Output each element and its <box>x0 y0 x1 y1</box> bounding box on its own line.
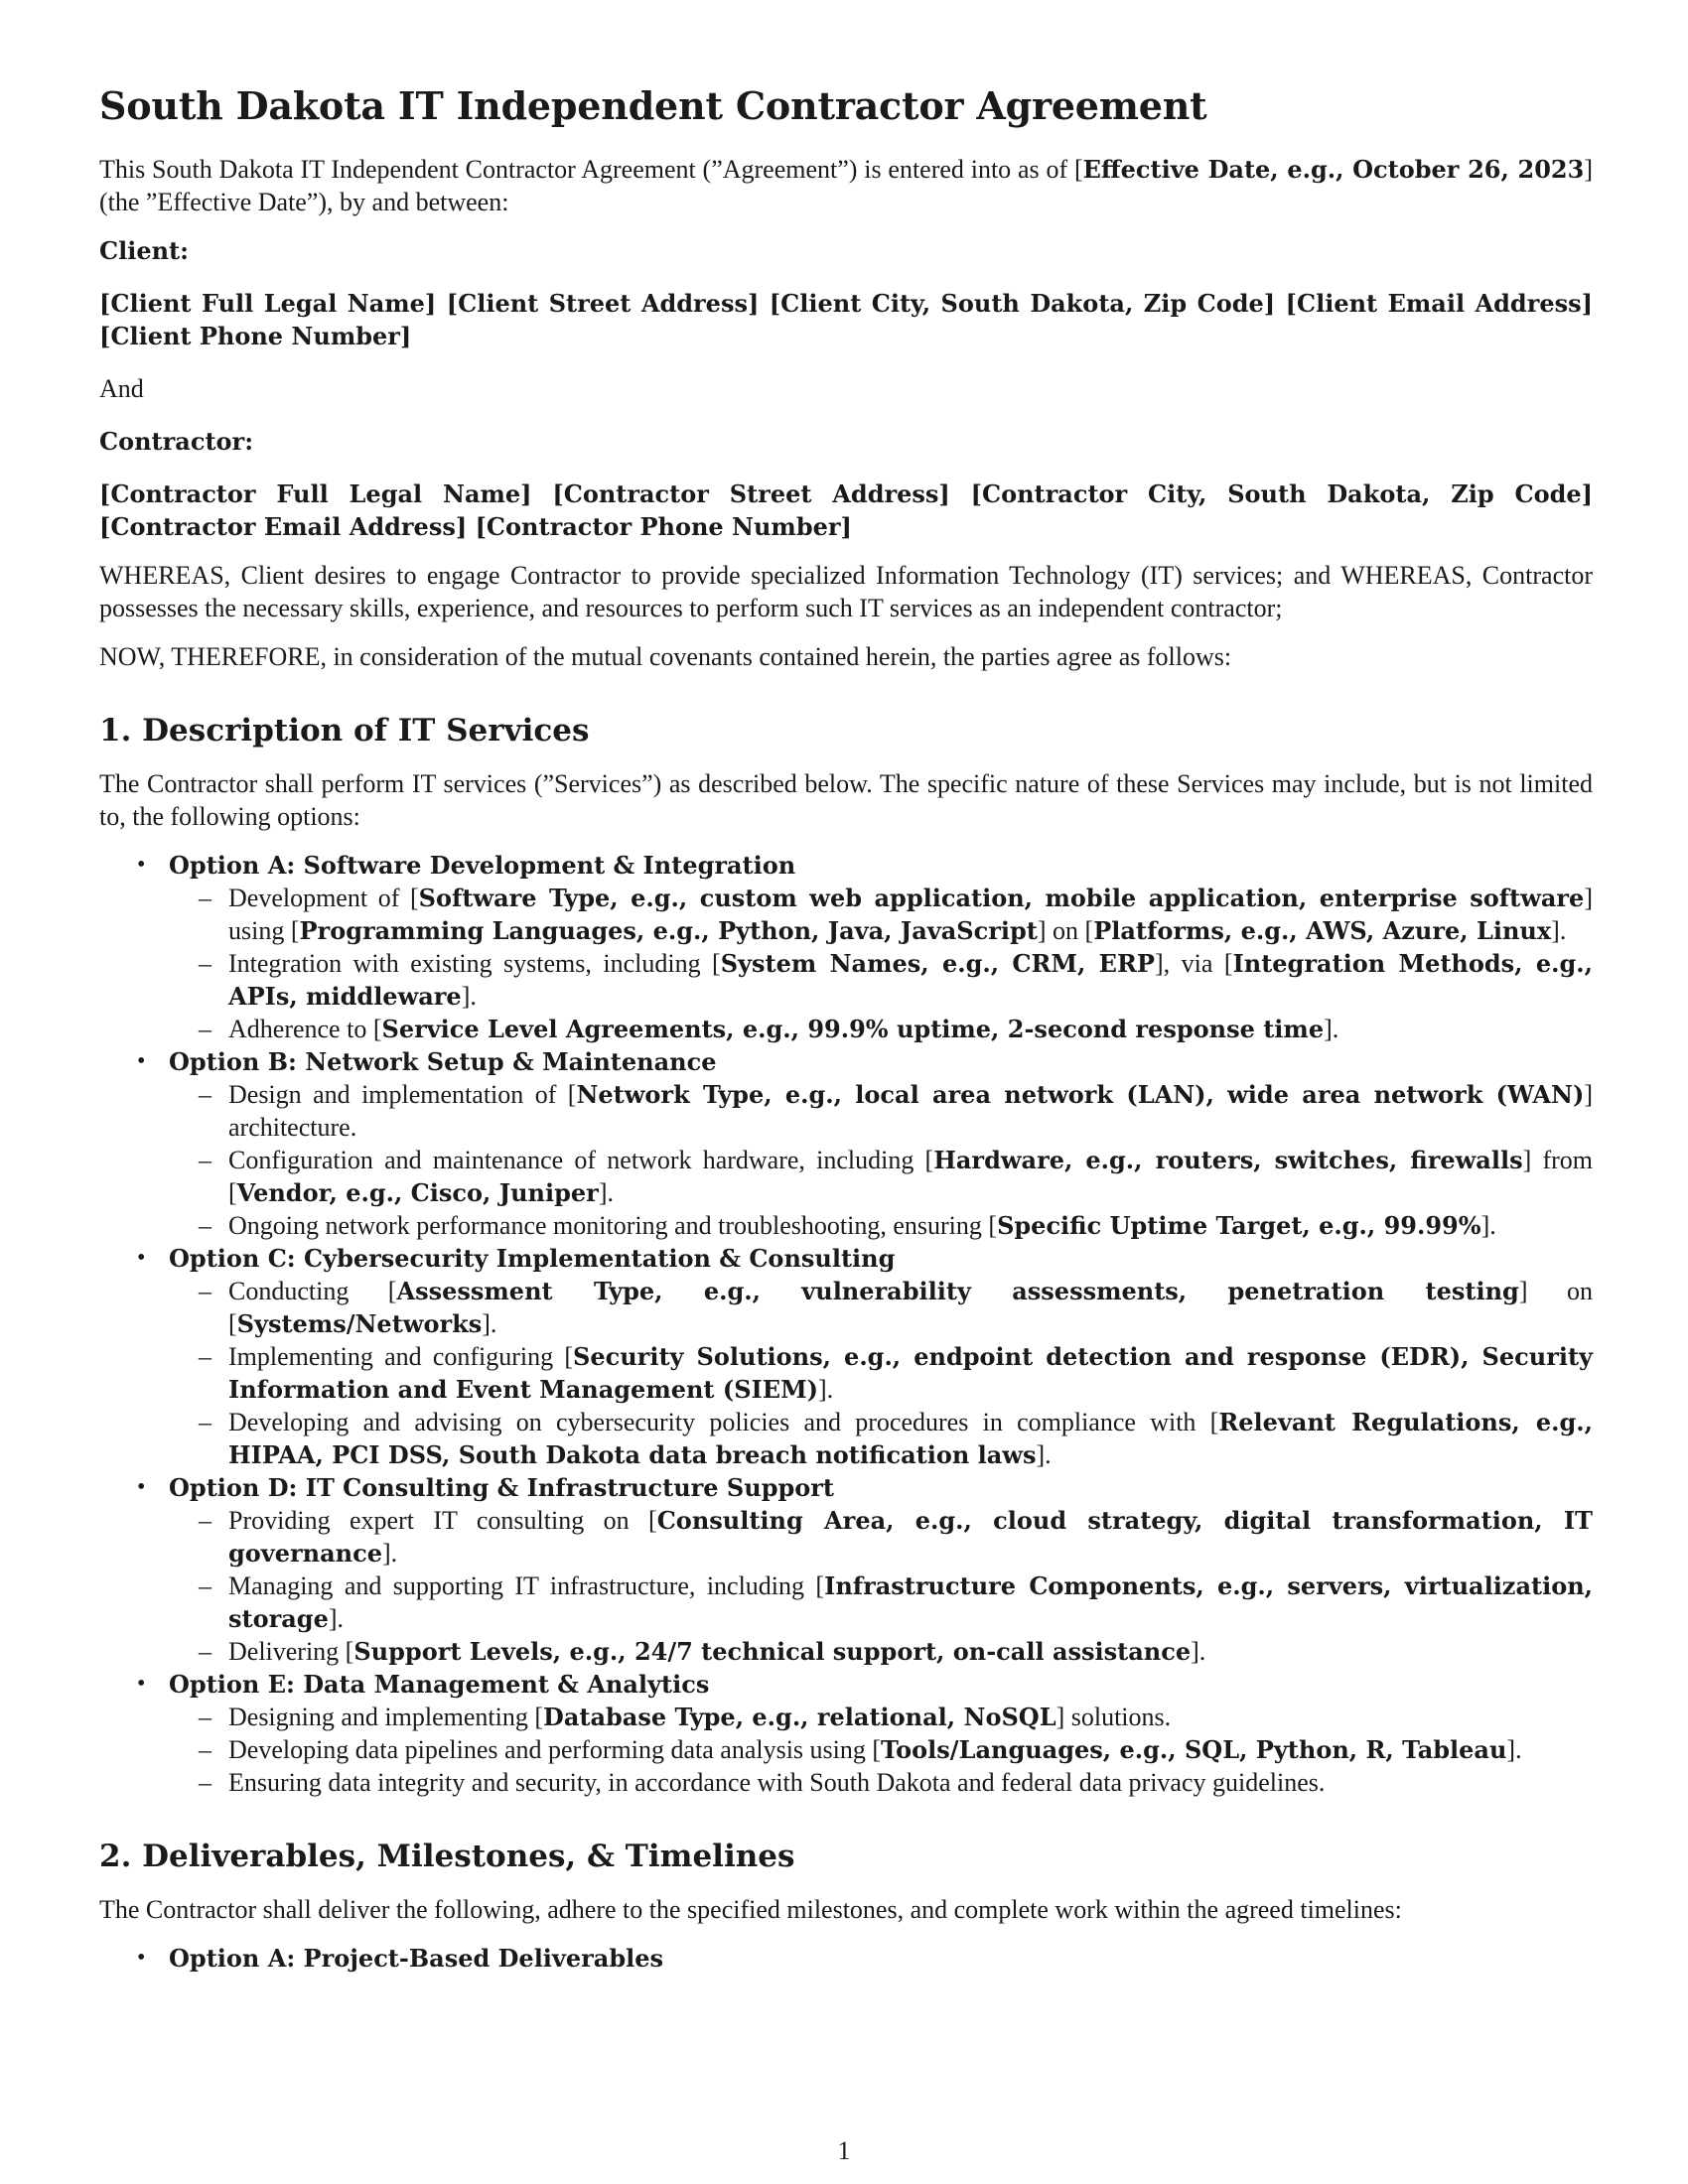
sub-item-text: ] architecture. <box>228 1079 1593 1142</box>
client-details-text: [Client Full Legal Name] [Client Street Address] [Client City, South Dakota, Zip Code] [Client Email Address] [Client Phone Number] <box>99 288 1593 350</box>
option-sub-item <box>169 1275 1593 1340</box>
placeholder-field: Hardware, e.g., routers, switches, firewalls <box>933 1145 1523 1174</box>
option-item <box>99 1668 1593 1799</box>
section-1-intro: The Contractor shall perform IT services (”Services”) as described below. The specific nature of these Services may include, but is not limited to, the following options: <box>99 768 1593 831</box>
option-sub-item <box>169 882 1593 947</box>
placeholder-field: Service Level Agreements, e.g., 99.9% uptime, 2-second response time <box>381 1014 1325 1043</box>
sub-item-text: ] using [ <box>228 883 1593 945</box>
option-item <box>99 1471 1593 1668</box>
sub-item-text: Conducting [ <box>228 1276 397 1305</box>
sub-item-text: ]. <box>818 1374 834 1404</box>
section-2-intro: The Contractor shall deliver the following, adhere to the specified milestones, and complete work within the agreed timelines: <box>99 1894 1402 1924</box>
option-sub-item <box>169 1504 1593 1570</box>
contractor-label: Contractor: <box>99 426 254 456</box>
sub-item-text: ] from [ <box>228 1145 1594 1207</box>
section-1-heading: 1. Description of IT Services <box>99 712 590 749</box>
option-sub-item <box>169 1766 1593 1799</box>
contractor-details-text: [Contractor Full Legal Name] [Contractor Street Address] [Contractor City, South Dakota, Zip Code] [Contractor Email Address] [Contractor Phone Number] <box>99 478 1593 541</box>
sub-item-text: ]. <box>1506 1734 1522 1764</box>
sub-item-text: ]. <box>461 981 477 1011</box>
placeholder-field: Software Type, e.g., custom web application, mobile application, enterprise software <box>418 883 1585 912</box>
intro-paragraph <box>99 153 1593 218</box>
sub-item-text: Providing expert IT consulting on [ <box>228 1505 657 1535</box>
option-title: Option C: Cybersecurity Implementation & Consulting <box>169 1243 896 1273</box>
sub-item-text: ]. <box>1324 1014 1339 1043</box>
option-sub-item <box>169 1701 1593 1733</box>
placeholder-field: System Names, e.g., CRM, ERP <box>720 948 1155 978</box>
option-sub-item <box>169 947 1593 1013</box>
sub-item-text: ]. <box>1036 1439 1052 1469</box>
sub-item-text: ]. <box>1551 915 1567 945</box>
document-page <box>99 83 1593 1975</box>
sub-item-text: Design and implementation of [ <box>228 1079 577 1109</box>
sub-item-text: Designing and implementing [ <box>228 1702 544 1731</box>
placeholder-field: Infrastructure Components, e.g., servers, virtualization, storage <box>228 1570 1594 1633</box>
section-2-heading: 2. Deliverables, Milestones, & Timelines <box>99 1838 795 1874</box>
option-sub-item <box>169 1013 1593 1045</box>
document-title: South Dakota IT Independent Contractor Agreement <box>99 83 1207 128</box>
option-sub-list <box>169 882 1593 1045</box>
sub-item-text: Ongoing network performance monitoring and troubleshooting, ensuring [ <box>228 1210 998 1240</box>
option-sub-item <box>169 1570 1593 1635</box>
sub-item-text: Delivering [ <box>228 1636 354 1666</box>
sub-item-text: ] on [ <box>1037 915 1094 945</box>
option-title: Option D: IT Consulting & Infrastructure Support <box>169 1472 835 1502</box>
client-details <box>99 287 1593 352</box>
option-item <box>99 849 1593 1045</box>
option-title: Option A: Software Development & Integration <box>169 850 796 880</box>
sub-item-text: ]. <box>381 1538 398 1568</box>
option-title: Option E: Data Management & Analytics <box>169 1669 710 1699</box>
sub-item-text: Implementing and configuring [ <box>228 1341 574 1371</box>
option-item <box>99 1045 1593 1242</box>
sub-item-text: Development of [ <box>228 883 419 912</box>
and-text: And <box>99 373 144 403</box>
page-number: 1 <box>837 2136 851 2165</box>
services-option-list <box>99 849 1593 1799</box>
sub-item-text: Managing and supporting IT infrastructure, including [ <box>228 1570 825 1600</box>
placeholder-field: Platforms, e.g., AWS, Azure, Linux <box>1093 915 1552 945</box>
placeholder-field: Security Solutions, e.g., endpoint detection and response (EDR), Security Information and Event Management (SIEM) <box>228 1341 1594 1404</box>
deliverables-option-list <box>99 1942 1593 1975</box>
sub-item-text: ], via [ <box>1154 948 1233 978</box>
placeholder-field: Systems/Networks <box>236 1308 483 1338</box>
option-sub-list <box>169 1078 1593 1242</box>
placeholder-field: Consulting Area, e.g., cloud strategy, digital transformation, IT governance <box>228 1505 1593 1568</box>
sub-item-text: ]. <box>328 1603 345 1633</box>
sub-item-text: ] solutions. <box>1055 1702 1172 1731</box>
now-therefore-paragraph: NOW, THEREFORE, in consideration of the mutual covenants contained herein, the parties agree as follows: <box>99 641 1232 671</box>
sub-item-text: Ensuring data integrity and security, in accordance with South Dakota and federal data privacy guidelines. <box>228 1767 1326 1797</box>
intro-text-1: This South Dakota IT Independent Contractor Agreement (”Agreement”) is entered into as of [ <box>99 154 1083 184</box>
sub-item-text: Configuration and maintenance of network hardware, including [ <box>228 1145 934 1174</box>
effective-date-placeholder: Effective Date, e.g., October 26, 2023 <box>1082 154 1585 184</box>
placeholder-field: Relevant Regulations, e.g., HIPAA, PCI DSS, South Dakota data breach notification laws <box>228 1407 1593 1469</box>
sub-item-text: ]. <box>1480 1210 1496 1240</box>
placeholder-field: Tools/Languages, e.g., SQL, Python, R, Tableau <box>881 1734 1507 1764</box>
client-label: Client: <box>99 235 189 265</box>
contractor-details <box>99 478 1593 543</box>
option-sub-item <box>169 1635 1593 1668</box>
sub-item-text: ]. <box>598 1177 614 1207</box>
sub-item-text: Developing data pipelines and performing data analysis using [ <box>228 1734 882 1764</box>
sub-item-text: ] on [ <box>228 1276 1593 1338</box>
option-title: Option B: Network Setup & Maintenance <box>169 1046 717 1076</box>
option-sub-item <box>169 1340 1593 1406</box>
placeholder-field: Programming Languages, e.g., Python, Java, JavaScript <box>299 915 1038 945</box>
option-sub-item <box>169 1078 1593 1144</box>
sub-item-text: Developing and advising on cybersecurity policies and procedures in compliance with [ <box>228 1407 1219 1436</box>
option-sub-item <box>169 1144 1593 1209</box>
placeholder-field: Network Type, e.g., local area network (LAN), wide area network (WAN) <box>576 1079 1585 1109</box>
placeholder-field: Vendor, e.g., Cisco, Juniper <box>236 1177 599 1207</box>
sub-item-text: Adherence to [ <box>228 1014 382 1043</box>
placeholder-field: Database Type, e.g., relational, NoSQL <box>543 1702 1056 1731</box>
placeholder-field: Assessment Type, e.g., vulnerability assessments, penetration testing <box>396 1276 1519 1305</box>
placeholder-field: Support Levels, e.g., 24/7 technical support, on-call assistance <box>353 1636 1192 1666</box>
option-sub-item <box>169 1406 1593 1471</box>
option-sub-list <box>169 1275 1593 1471</box>
option-sub-item <box>169 1733 1593 1766</box>
sub-item-text: ]. <box>1191 1636 1206 1666</box>
whereas-paragraph: WHEREAS, Client desires to engage Contractor to provide specialized Information Technology (IT) services; and WHEREAS, Contractor possesses the necessary skills, experience, and resources to perform such IT services as an independent contractor; <box>99 560 1593 622</box>
option-sub-item <box>169 1209 1593 1242</box>
placeholder-field: Integration Methods, e.g., APIs, middleware <box>228 948 1593 1011</box>
option-title: Option A: Project-Based Deliverables <box>169 1943 664 1973</box>
option-sub-list <box>169 1701 1593 1799</box>
sub-item-text: Integration with existing systems, including [ <box>228 948 721 978</box>
option-item <box>99 1942 1593 1975</box>
option-sub-list <box>169 1504 1593 1668</box>
sub-item-text: ]. <box>482 1308 497 1338</box>
intro-text-2: ] (the ”Effective Date”), by and between: <box>99 154 1593 216</box>
option-item <box>99 1242 1593 1471</box>
placeholder-field: Specific Uptime Target, e.g., 99.99% <box>997 1210 1481 1240</box>
